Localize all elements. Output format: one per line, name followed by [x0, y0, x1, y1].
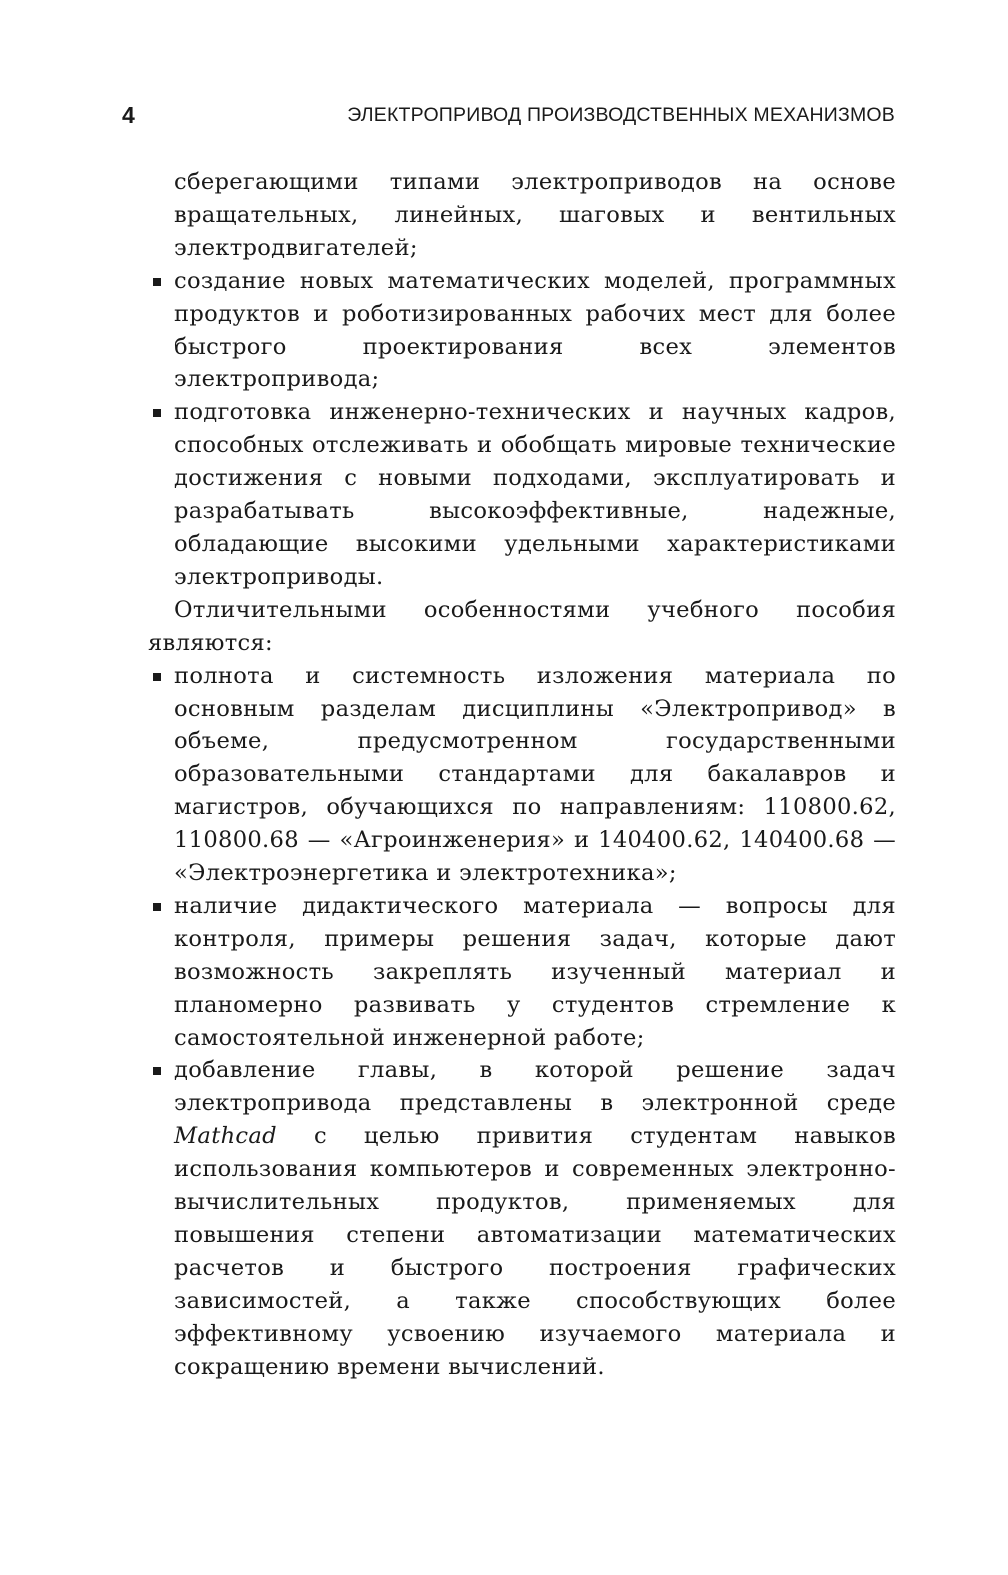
list-item — [148, 396, 896, 593]
text-segment: с целью привития студентам навыков использования компьютеров и современных электронно-вычислительных продуктов, применяемых для повышения степени автоматизации математических расчетов и быстрого построения графических зависимостей, а также способствующих более эффективному усвоению изучаемого материала и сокращению времени вычислений. — [174, 1123, 896, 1380]
body-text — [148, 166, 896, 1384]
list-item-text: создание новых математических моделей, программных продуктов и роботизированных рабочих мест для более быстрого проектирования всех элементов электропривода; — [174, 267, 896, 393]
list-item-text: полнота и системность изложения материала по основным разделам дисциплины «Электропривод» в объеме, предусмотренном государственными образовательными стандартами для бакалавров и магистров, обучающихся по направлениям: 110800.62, 110800.68 — «Агроинженерия» и 140400.62, 140400.68 — «Электроэнергетика и электротехника»; — [174, 662, 896, 887]
features-list — [148, 660, 896, 1384]
list-item-text: подготовка инженерно-технических и научных кадров, способных отслеживать и обобщать мировые технические достижения с новыми подходами, эксплуатировать и разрабатывать высокоэффективные, надежные, обладающие высокими удельными характеристиками электроприводы. — [174, 399, 896, 590]
running-title: ЭЛЕКТРОПРИВОД ПРОИЗВОДСТВЕННЫХ МЕХАНИЗМОВ — [347, 104, 895, 126]
square-bullet-icon — [153, 409, 161, 417]
list-item-text — [174, 1057, 896, 1379]
continued-paragraph: сберегающими типами электроприводов на основе вращательных, линейных, шаговых и вентильных электродвигателей; — [174, 169, 896, 261]
square-bullet-icon — [153, 1067, 161, 1075]
square-bullet-icon — [153, 278, 161, 286]
goals-list — [148, 265, 896, 594]
list-item — [148, 265, 896, 397]
list-item — [148, 660, 896, 890]
mathcad-term: Mathcad — [174, 1123, 277, 1150]
square-bullet-icon — [153, 673, 161, 681]
text-segment: добавление главы, в которой решение задач электропривода представлены в электронной среде — [174, 1057, 896, 1117]
intro-paragraph: Отличительными особенностями учебного пособия являются: — [148, 596, 896, 656]
list-item — [148, 1054, 896, 1383]
list-item-text: наличие дидактического материала — вопросы для контроля, примеры решения задач, которые дают возможность закреплять изученный материал и планомерно развивать у студентов стремление к самостоятельной инженерной работе; — [174, 892, 896, 1051]
page-header — [122, 100, 895, 130]
page-number: 4 — [122, 102, 135, 128]
list-item — [148, 890, 896, 1055]
square-bullet-icon — [153, 903, 161, 911]
